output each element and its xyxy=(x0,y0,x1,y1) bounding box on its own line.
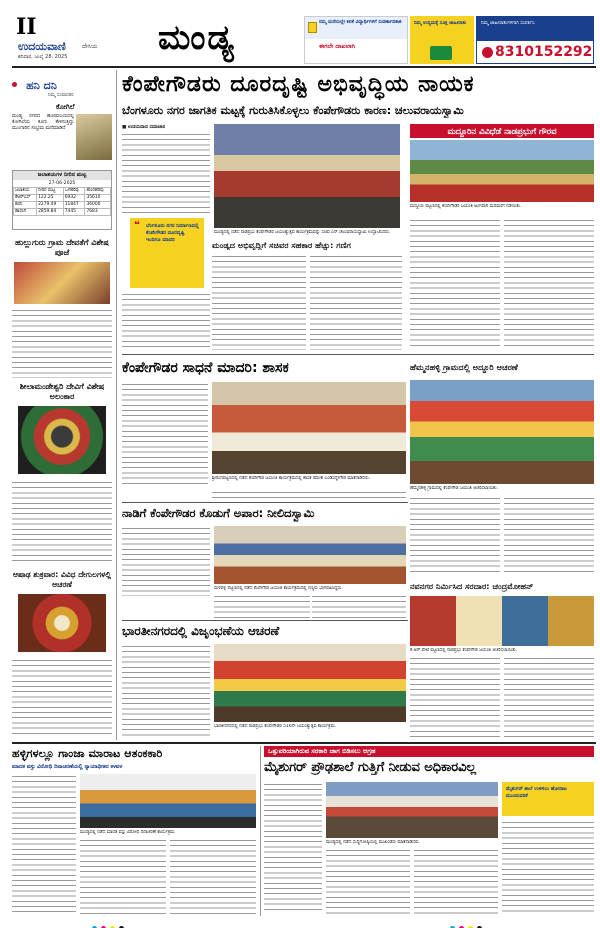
bottom-right-headline: ಮೈಶುಗರ್ ಪ್ರೌಢಶಾಲೆ ಗುತ್ತಿಗೆ ನೀಡುವ ಅಧಿಕಾರವಿಲ್ಲ xyxy=(264,760,477,775)
right2-caption: ಹೆಮ್ಮನಹಳ್ಳಿ ಗ್ರಾಮದಲ್ಲಿ ಕೆಂಪೇಗೌಡ ಜಯಂತಿ ಆಚರಿಸಲಾಯಿತು. xyxy=(410,486,499,491)
bottom-right-photo xyxy=(326,782,498,838)
reservoir-title: ಜಲಾಶಯಗಳ ನೀರಿನ ಮಟ್ಟ xyxy=(13,171,111,180)
lead-body-col4 xyxy=(310,254,402,350)
quote-box xyxy=(130,218,204,288)
bottom-left-body-b xyxy=(80,838,166,914)
table-cell: ಕೆಆರ್‌ಎಸ್ xyxy=(14,195,37,202)
right1-body-b xyxy=(504,218,594,350)
story3-body-c xyxy=(312,594,406,618)
ad-box-business[interactable] xyxy=(410,16,474,64)
section-rule xyxy=(122,354,594,355)
phone-icon xyxy=(482,47,493,58)
lead-quote: ಬೆಂಗಳೂರು ನಗರ ನಿರ್ಮಾಣದಲ್ಲಿ ಕೆಂಪೇಗೌಡರ ದೂರದೃಷ್ಟಿ ಇಂದಿಗೂ ಮಾದರಿ xyxy=(146,223,199,243)
brand-dot-icon xyxy=(12,82,17,87)
right2-body-a xyxy=(410,496,500,574)
lead-subhead: ಬೆಂಗಳೂರು ನಗರ ಜಾಗತಿಕ ಮಟ್ಟಕ್ಕೆ ಗುರುತಿಸಿಕೊಳ್ಳಲು ಕೆಂಪೇಗೌಡರು ಕಾರಣ: ಚಲುವರಾಯಸ್ವಾಮಿ xyxy=(122,104,464,117)
bottom-right-body-d xyxy=(502,820,594,914)
sidebar-story2-photo xyxy=(18,406,106,474)
table-cell: ಹಾರಂಗಿ xyxy=(14,209,37,216)
sidebar-story1-title: ಹುಲ್ಲುಗುರು ಗ್ರಾಮ ದೇವತೆಗೆ ವಿಶೇಷ ಪೂಜೆ xyxy=(15,238,109,257)
ad-box-contact[interactable] xyxy=(476,16,594,64)
table-header: ನೀರಿನ ಮಟ್ಟ xyxy=(37,188,64,195)
section-rule xyxy=(122,502,408,503)
sidebar-divider xyxy=(116,70,117,740)
store-icon xyxy=(430,46,452,60)
ad-business-text: ನಿಮ್ಮ ಉದ್ಯಮಕ್ಕೆ ಸೂಕ್ತ ಜಾಹೀರಾತು xyxy=(414,21,467,26)
story2-body-b xyxy=(212,490,406,500)
date-line: ಶನಿವಾರ, ಜುಲೈ 28, 2025 xyxy=(18,54,68,60)
lead-body-col3 xyxy=(212,254,306,350)
right1-body-a xyxy=(410,218,500,350)
table-cell: ಕಬಿನಿ xyxy=(14,202,37,209)
table-row xyxy=(14,202,111,209)
right1-headline: ಮದ್ದೂರಿನ ವಿವಿಧೆಡೆ ನಾಡಪ್ರಭುಗೆ ಗೌರವ xyxy=(410,124,594,138)
page-number: II xyxy=(16,14,37,40)
bottom-left-caption: ಮಂಡ್ಯದಲ್ಲಿ ನಡೆದ ಮಾದಕ ವಸ್ತು ವಿರೋಧಿ ದಿನಾಚರಣೆ ಕಾರ್ಯಕ್ರಮ. xyxy=(80,830,176,835)
bottom-left-body-c xyxy=(170,838,256,914)
lead-byline: ■ ಉದಯವಾಣಿ ಸಮಾಚಾರ xyxy=(122,125,166,130)
bottom-right-body-b xyxy=(326,848,410,914)
story2-headline: ಕೆಂಪೇಗೌಡರ ಸಾಧನೆ ಮಾದರಿ: ಶಾಸಕ xyxy=(122,360,289,376)
right2-body-b xyxy=(504,496,594,574)
kogile-title: ಕೋಗಿಲೆ xyxy=(56,103,75,111)
section-rule xyxy=(122,620,408,621)
bottom-right-body-a xyxy=(264,782,322,914)
right2-photo xyxy=(410,380,594,484)
table-cell: 11847 xyxy=(63,202,85,209)
sidebar-story3-title: ಆಷಾಢ ಶುಕ್ರವಾರ: ವಿವಿಧ ದೇಗುಲಗಳಲ್ಲಿ ಆಚರಣೆ xyxy=(12,570,112,589)
table-header: ಹೊರಹರಿವು xyxy=(85,188,111,195)
table-cell: 2859.84 xyxy=(37,209,64,216)
masthead xyxy=(0,0,600,64)
reservoir-table xyxy=(12,170,112,230)
bottom-left-headline: ಹಳ್ಳಿಗಳಲ್ಲೂ ಗಾಂಜಾ ಮಾರಾಟ ಆತಂಕಕಾರಿ xyxy=(12,747,163,760)
paper-name: ಉದಯವಾಣಿ xyxy=(18,40,66,53)
pull-quote-box xyxy=(502,782,594,816)
lead-photo-caption: ಮಂಡ್ಯದಲ್ಲಿ ನಡೆದ ನಾಡಪ್ರಭು ಕೆಂಪೇಗೌಡರ ಜಯಂತ್ಯುತ್ಸವ ಕಾರ್ಯಕ್ರಮವನ್ನು ಸಚಿವ ಎನ್.ಚಲುವರಾಯಸ್ವಾಮಿ ಉದ್ಘಾಟಿಸಿದರು. xyxy=(214,230,391,235)
story2-photo xyxy=(212,382,406,474)
ad-education-text: ನಮ್ಮ ಮನೆಯಲ್ಲೇ ಕಲಿಕೆ ವಿದ್ಯಾರ್ಥಿಗಳಿಗೆ ಸುವರ್ಣಾವಕಾಶ xyxy=(319,20,402,25)
bottom-kicker: ಒತ್ತುವರಿಯಾಗಿರುವ ಸರಕಾರಿ ಜಾಗ ಬಿಡಿಸಲು ಆಗ್ರಹ xyxy=(264,746,594,757)
reservoir-date: 27-06-2025 xyxy=(48,181,76,186)
sidebar-story3-body xyxy=(12,658,112,736)
bottom-right-body-c xyxy=(414,848,498,914)
pull-quote-text: ಮೈಶುಗರ್ ಶಾಲೆ ಉಳಿಸಲು ಹೋರಾಟ ಮುಂದುವರಿಕೆ xyxy=(506,786,567,799)
right3-body-b xyxy=(504,656,594,740)
registration-marks-right xyxy=(450,916,486,924)
table-header: ಜಲಾಶಯ xyxy=(14,188,37,195)
sidebar xyxy=(12,70,112,740)
right2-headline: ಹೆಮ್ಮನಹಳ್ಳಿ ಗ್ರಾಮದಲ್ಲಿ ಅದ್ದೂರಿ ಆಚರಣೆ xyxy=(410,362,518,372)
table-cell: 2279.49 xyxy=(37,202,64,209)
lead-subheadline: ಮಂಡ್ಯದ ಅಭಿವೃದ್ಧಿಗೆ ಸಚಿವರ ಸಹಕಾರ ಹೆಚ್ಚು: ಗಣಿಗ xyxy=(212,240,351,250)
quote-mark-icon: ❝ xyxy=(134,220,140,231)
right3-headline: ನವನಗರ ನಿರ್ಮಿಸಿದ ಸರದಾರ: ಚಂದ್ರಮೋಹನ್ xyxy=(410,581,534,591)
story2-body-a xyxy=(122,382,208,486)
kogile-text: ಮಂಡ್ಯ ನಗರದ ಹೊರವಲಯದಲ್ಲಿ ಕೋಗಿಲೆಯ ಕೂಗು ಕೇಳಿಸುತ್ತಿದ್ದು ಮುಂಗಾರಿನ ಸಂಭ್ರಮ ಮನೆಮಾಡಿದೆ xyxy=(12,114,74,132)
right1-caption: ಮದ್ದೂರು ಪಟ್ಟಣದಲ್ಲಿ ಕೆಂಪೇಗೌಡರ ಜಯಂತಿ ಅಂಗವಾಗಿ ಮೆರವಣಿಗೆ ನಡೆಯಿತು. xyxy=(410,204,522,209)
table-row xyxy=(14,209,111,216)
table-cell: 35610 xyxy=(85,195,111,202)
table-cell: 36000 xyxy=(85,202,111,209)
district-title: ಮಂಡ್ಯ xyxy=(158,18,236,58)
right3-body-a xyxy=(410,656,500,740)
story4-photo xyxy=(214,644,406,722)
story4-body-a xyxy=(122,644,210,736)
bottom-left-photo xyxy=(80,774,256,828)
sidebar-story3-photo xyxy=(18,594,106,652)
story3-photo xyxy=(214,526,406,584)
sidebar-story2-title: ಶೀಲಾಮಂಡೇಶ್ವರಿ ದೇವಿಗೆ ವಿಶೇಷ ಅಲಂಕಾರ xyxy=(19,382,105,401)
bottom-left-subhead: ಮಾದಕ ವಸ್ತು ವಿರೋಧಿ ದಿನಾಚರಣೆಯಲ್ಲಿ ನ್ಯಾಯಾಧೀಶರ ಕಳವಳ xyxy=(12,764,123,770)
table-row xyxy=(14,195,111,202)
lead-photo xyxy=(214,124,400,228)
right3-caption: ಕೆ.ಆರ್.ಪೇಟೆ ಪಟ್ಟಣದಲ್ಲಿ ನಾಡಪ್ರಭು ಕೆಂಪೇಗೌಡ ಜಯಂತಿ ಆಚರಿಸಲಾಯಿತು. xyxy=(410,648,518,653)
table-cell: 122.25 xyxy=(37,195,64,202)
ad-education-sub: ಈಗಲೇ ದಾಖಲಾಗಿ xyxy=(319,43,356,50)
sidebar-brand-text: ಹನಿ ದನಿ xyxy=(26,79,57,92)
story3-caption: ಮಳವಳ್ಳಿ ಪಟ್ಟಣದಲ್ಲಿ ನಡೆದ ಕೆಂಪೇಗೌಡ ಜಯಂತಿ ಕಾರ್ಯಕ್ರಮದಲ್ಲಿ ಗಣ್ಯರು ಭಾಗವಹಿಸಿದ್ದರು. xyxy=(214,586,343,591)
table-cell: 7445 xyxy=(63,209,85,216)
kogile-photo xyxy=(76,114,112,160)
lead-body-col2 xyxy=(122,292,210,350)
masthead-rule xyxy=(12,66,596,68)
story3-headline: ನಾಡಿಗೆ ಕೆಂಪೇಗೌಡರ ಕೊಡುಗೆ ಅಪಾರ: ನೀಲಿದಸ್ವಾಮಿ xyxy=(122,506,315,520)
lead-body-col1 xyxy=(122,132,210,216)
right3-photo xyxy=(410,596,594,646)
registration-marks-left xyxy=(92,916,128,924)
sidebar-story1-photo xyxy=(14,262,110,304)
bottom-rule xyxy=(12,742,596,744)
column-divider xyxy=(260,746,261,916)
right1-photo xyxy=(410,140,594,202)
sidebar-story1-body xyxy=(12,308,112,378)
reservoir-grid xyxy=(13,187,111,216)
ad-box-education[interactable] xyxy=(304,16,408,64)
bottom-left-body-a xyxy=(12,774,76,914)
table-cell: 7683 xyxy=(85,209,111,216)
book-icon xyxy=(308,22,317,33)
story2-caption: ಶ್ರೀರಂಗಪಟ್ಟಣದಲ್ಲಿ ನಡೆದ ಕೆಂಪೇಗೌಡ ಜಯಂತಿ ಕಾರ್ಯಕ್ರಮದಲ್ಲಿ ಶಾಸಕ ರಮೇಶ ಬಂಡಿಸಿದ್ದೇಗೌಡ ಮಾತನಾಡಿದರು. xyxy=(212,476,371,481)
sidebar-story2-body xyxy=(12,480,112,564)
edition-tag: ದೇಸಿಯ xyxy=(82,43,98,50)
ad-contact-text: ನಿಮ್ಮ ಜಾಹೀರಾತುಗಳಿಗಾಗಿ ಸಂಪರ್ಕಿಸಿ xyxy=(481,21,535,26)
story4-caption: ಭಾರತೀನಗರದಲ್ಲಿ ನಡೆದ ನಾಡಪ್ರಭು ಕೆಂಪೇಗೌಡರ 516ನೇ ಜಯಂತ್ಯುತ್ಸವ ಕಾರ್ಯಕ್ರಮ. xyxy=(214,724,337,729)
sidebar-brand xyxy=(12,74,112,90)
ad-phone-number: 8310152292 xyxy=(495,44,593,60)
table-header: ಒಳಹರಿವು xyxy=(63,188,85,195)
story4-headline: ಭಾರತೀನಗರದಲ್ಲಿ ವಿಜೃಂಭಣೆಯ ಆಚರಣೆ xyxy=(122,624,280,638)
sidebar-brand-sub: ನಿಮ್ಮ ಸಂಪಾದಕರ xyxy=(48,93,74,98)
story3-body-a xyxy=(122,526,210,596)
bottom-right-caption: ಮಂಡ್ಯದಲ್ಲಿ ನಡೆದ ಸುದ್ದಿಗೋಷ್ಠಿಯಲ್ಲಿ ಮುಖಂಡರು ಮಾತನಾಡಿದರು. xyxy=(326,840,421,845)
lead-headline: ಕೆಂಪೇಗೌಡರು ದೂರದೃಷ್ಟಿ ಅಭಿವೃದ್ಧಿಯ ನಾಯಕ xyxy=(122,72,475,97)
story3-body-b xyxy=(214,594,310,618)
table-cell: 6932 xyxy=(63,195,85,202)
